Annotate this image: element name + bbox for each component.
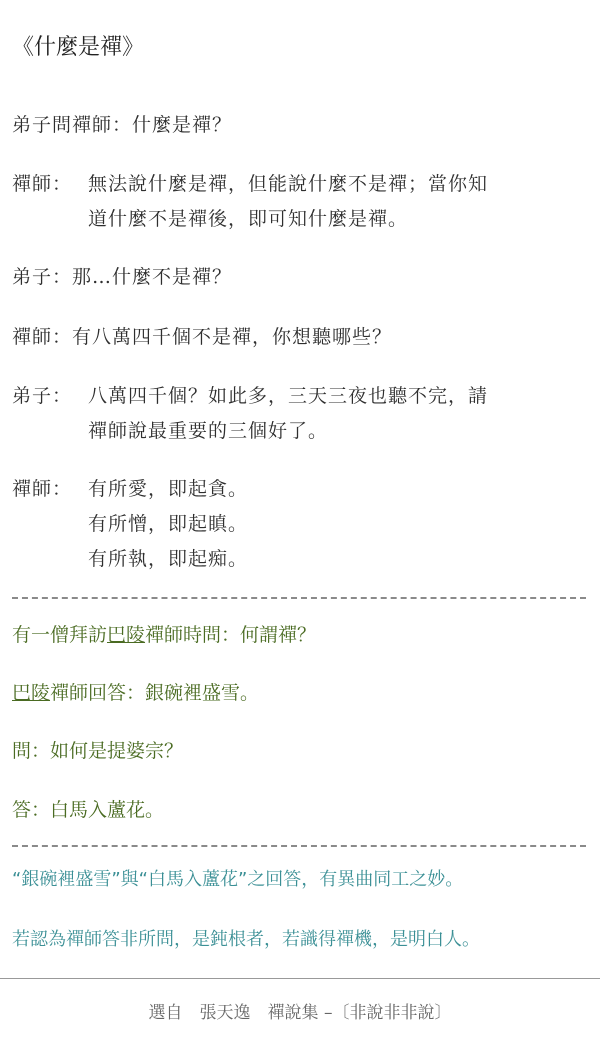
page-title: 《什麼是禪》 (12, 35, 145, 60)
dialogue-speaker: 禪師： (12, 173, 73, 195)
dialogue-speech: 八萬四千個？如此多，三天三夜也聽不完，請 (88, 385, 489, 407)
dialogue-line (12, 108, 592, 143)
dialogue-line (12, 507, 592, 542)
dialogue-speaker: 禪師： (12, 326, 73, 348)
dialogue-speech: 無法說什麼是禪，但能說什麼不是禪；當你知 (88, 173, 489, 195)
dialogue-line (12, 472, 592, 507)
dialogue-speaker: 弟子問禪師： (12, 114, 133, 136)
footer-rule (0, 978, 600, 979)
dialogue-block (12, 472, 592, 577)
dialogue-block (12, 320, 592, 355)
story-text: 有一僧拜訪 (12, 624, 108, 646)
dialogue-line (12, 542, 592, 577)
dialogue-speech: 那…什麼不是禪？ (72, 266, 233, 288)
dialogue-block (12, 379, 592, 449)
story-name: 巴陵 (12, 682, 51, 704)
story-text: 禪師回答：銀碗裡盛雪。 (50, 682, 260, 704)
dialogue-line (12, 414, 592, 449)
dialogue-speaker: 弟子： (12, 266, 73, 288)
dashed-divider (12, 597, 586, 599)
dialogue-block (12, 108, 592, 143)
dialogue-speech: 什麼是禪？ (132, 114, 233, 136)
dialogue-speaker: 弟子： (12, 385, 73, 407)
dialogue-line (12, 260, 592, 295)
dashed-divider (12, 845, 586, 847)
story-line: 答：白馬入蘆花。 (12, 799, 165, 821)
story-line (12, 620, 316, 647)
dialogue-speech: 禪師說最重要的三個好了。 (88, 420, 329, 442)
dialogue-speech: 有八萬四千個不是禪，你想聽哪些？ (72, 326, 393, 348)
dialogue-line (12, 320, 592, 355)
dialogue-speech: 有所愛，即起貪。 (88, 478, 249, 500)
dialogue-speaker: 禪師： (12, 478, 73, 500)
dialogue-line (12, 167, 592, 202)
story-text: 禪師時問：何謂禪？ (145, 624, 317, 646)
story-name: 巴陵 (107, 624, 146, 646)
footer-source: 選自 張天逸 禪說集 –〔非說非非說〕 (148, 1003, 452, 1023)
dialogue-speech: 有所執，即起痴。 (88, 548, 249, 570)
dialogue-speech: 道什麼不是禪後，即可知什麼是禪。 (88, 208, 409, 230)
story-line (12, 678, 259, 705)
commentary-line: 若認為禪師答非所問，是鈍根者，若識得禪機，是明白人。 (12, 929, 480, 950)
dialogue-line (12, 202, 592, 237)
dialogue-line (12, 379, 592, 414)
commentary-line: “銀碗裡盛雪”與“白馬入蘆花”之回答，有異曲同工之妙。 (12, 869, 464, 890)
dialogue-block (12, 260, 592, 295)
dialogue-block (12, 167, 592, 237)
dialogue-speech: 有所憎，即起瞋。 (88, 513, 249, 535)
story-line: 問：如何是提婆宗？ (12, 740, 184, 762)
